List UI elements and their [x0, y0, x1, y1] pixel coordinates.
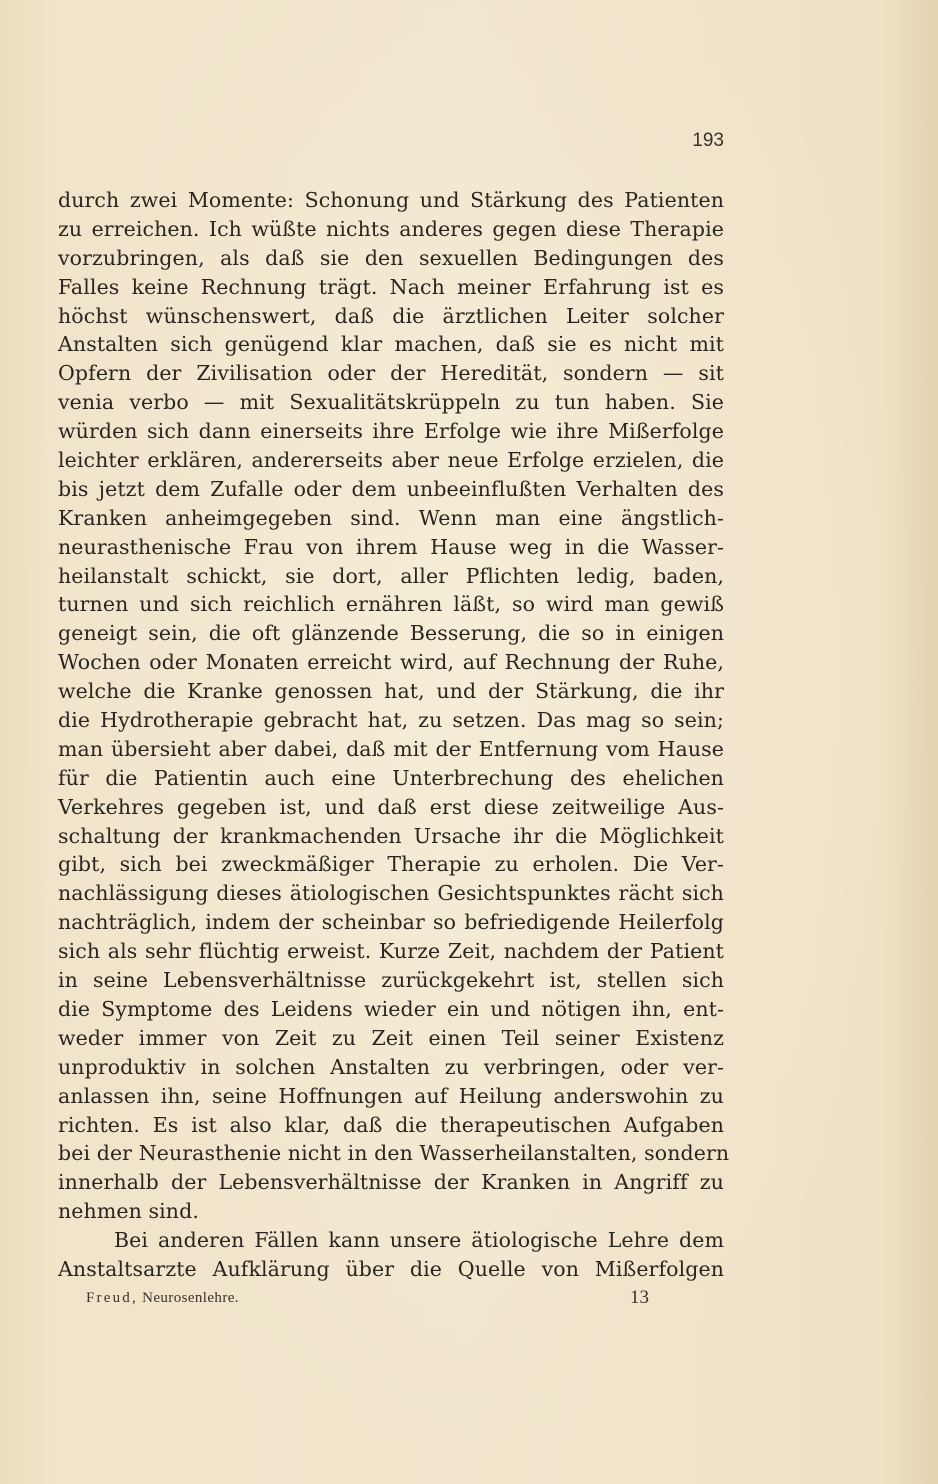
text-line: für die Patientin auch eine Unterbrechung des ehelichen [58, 765, 724, 790]
text-line: nachträglich, indem der scheinbar so befriedigende Heilerfolg [58, 910, 724, 935]
footer-signature-mark: 13 [630, 1287, 649, 1308]
text-line: zu erreichen. Ich wüßte nichts anderes gegen diese Therapie [58, 216, 724, 241]
text-line: Wochen oder Monaten erreicht wird, auf Rechnung der Ruhe, [58, 650, 724, 675]
text-line: unproduktiv in solchen Anstalten zu verbringen, oder ver- [58, 1054, 724, 1079]
text-line: gibt, sich bei zweckmäßiger Therapie zu erholen. Die Ver- [58, 852, 724, 877]
text-line: die Hydrotherapie gebracht hat, zu setzen. Das mag so sein; [58, 708, 724, 733]
text-line: leichter erklären, andererseits aber neue Erfolge erzielen, die [58, 448, 724, 473]
text-line: bis jetzt dem Zufalle oder dem unbeeinflußten Verhalten des [58, 476, 724, 501]
page-number: 193 [692, 130, 724, 151]
text-line: Anstaltsarzte Aufklärung über die Quelle von Mißerfolgen [58, 1256, 724, 1281]
text-line: man übersieht aber dabei, daß mit der Entfernung vom Hause [58, 736, 724, 761]
text-line: nachlässigung dieses ätiologischen Gesichtspunktes rächt sich [58, 881, 724, 906]
text-line: durch zwei Momente: Schonung und Stärkung des Patienten [58, 188, 724, 212]
text-line: innerhalb der Lebensverhältnisse der Kranken in Angriff zu [58, 1170, 724, 1195]
text-line: Anstalten sich genügend klar machen, daß sie es nicht mit [58, 332, 724, 357]
text-line: anlassen ihn, seine Hoffnungen auf Heilung anderswohin zu [58, 1083, 724, 1108]
text-line: höchst wünschenswert, daß die ärztlichen Leiter solcher [58, 303, 724, 328]
text-line: nehmen sind. [58, 1199, 199, 1224]
text-line: in seine Lebensverhältnisse zurückgekehrt ist, stellen sich [58, 968, 724, 993]
text-line: Bei anderen Fällen kann unsere ätiologische Lehre dem [114, 1228, 724, 1253]
text-line: die Symptome des Leidens wieder ein und nötigen ihn, ent- [58, 996, 724, 1021]
text-line: richten. Es ist also klar, daß die therapeutischen Aufgaben [58, 1112, 724, 1137]
text-line: Falles keine Rechnung trägt. Nach meiner Erfahrung ist es [58, 274, 724, 299]
footer-book-title: Neurosenlehre. [142, 1290, 239, 1306]
text-line: venia verbo — mit Sexualitätskrüppeln zu tun haben. Sie [58, 390, 724, 415]
text-line: geneigt sein, die oft glänzende Besserung, die so in einigen [58, 621, 724, 646]
text-line: Opfern der Zivilisation oder der Heredität, sondern — sit [58, 361, 724, 386]
text-line: weder immer von Zeit zu Zeit einen Teil seiner Existenz [58, 1025, 724, 1050]
text-line: würden sich dann einerseits ihre Erfolge wie ihre Mißerfolge [58, 419, 724, 444]
text-line: heilanstalt schickt, sie dort, aller Pflichten ledig, baden, [58, 563, 724, 588]
text-line: Kranken anheimgegeben sind. Wenn man eine ängstlich- [58, 505, 724, 530]
body-text [58, 186, 730, 1284]
text-line: schaltung der krankmachenden Ursache ihr die Möglichkeit [58, 823, 724, 848]
text-line: bei der Neurasthenie nicht in den Wasserheilanstalten, sondern [58, 1141, 730, 1166]
text-line: sich als sehr flüchtig erweist. Kurze Zeit, nachdem der Patient [58, 939, 724, 964]
text-line: Verkehres gegeben ist, und daß erst diese zeitweilige Aus- [58, 794, 724, 819]
footer-signature-line [86, 1290, 239, 1307]
text-line: welche die Kranke genossen hat, und der Stärkung, die ihr [58, 679, 724, 704]
text-line: vorzubringen, als daß sie den sexuellen Bedingungen des [58, 245, 724, 270]
text-line: turnen und sich reichlich ernähren läßt, so wird man gewiß [58, 592, 724, 617]
text-line: neurasthenische Frau von ihrem Hause weg in die Wasser- [58, 534, 724, 559]
footer-author: Freud, [86, 1290, 138, 1306]
